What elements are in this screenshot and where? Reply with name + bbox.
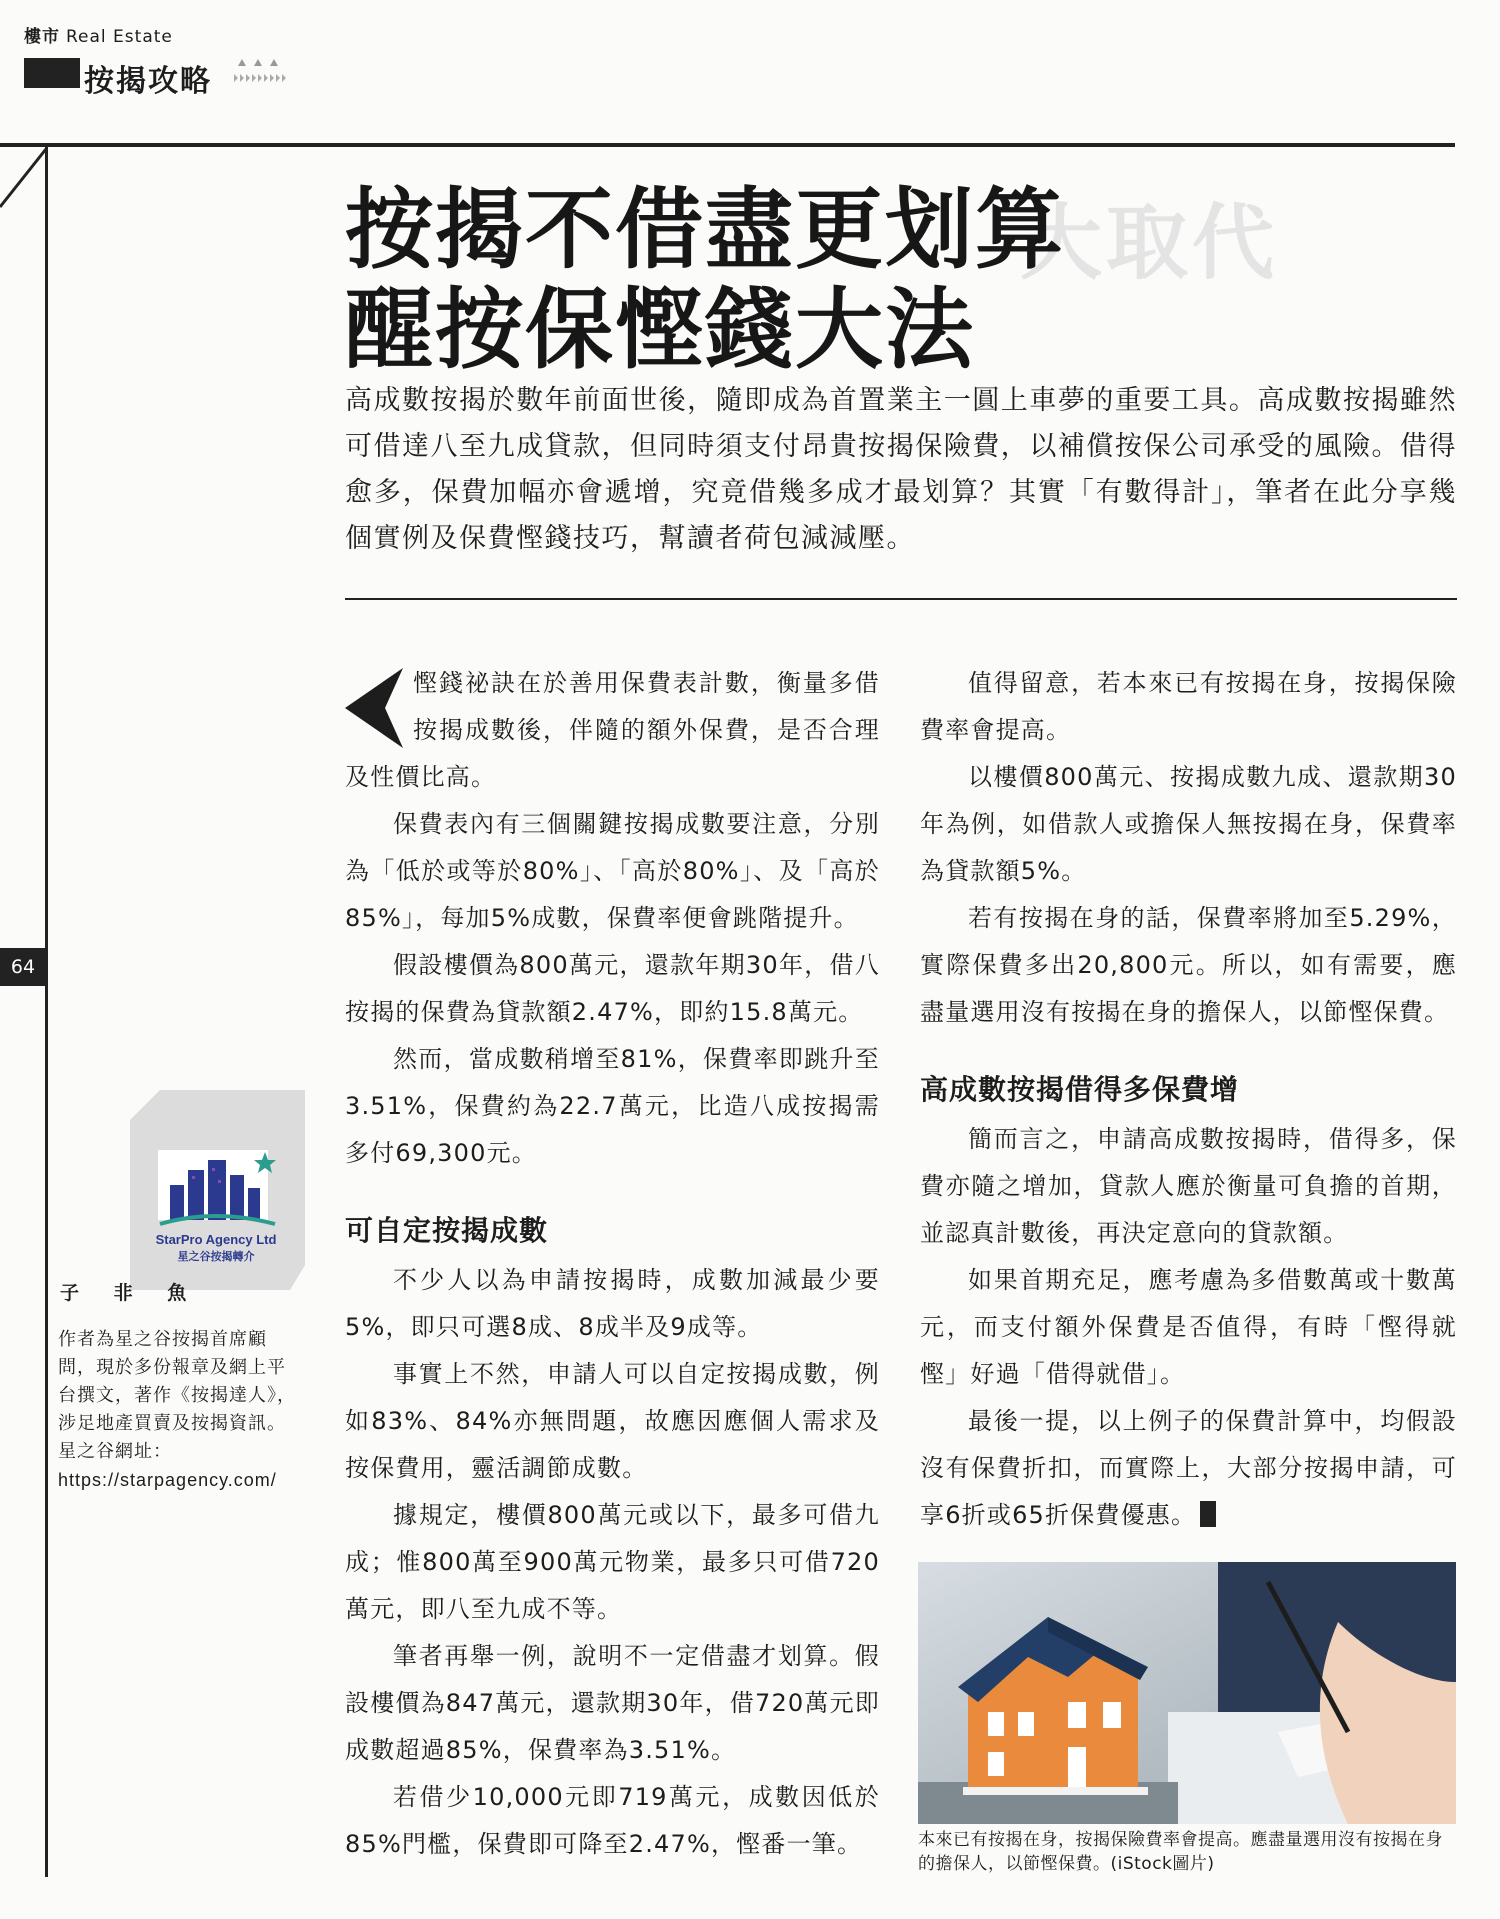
section-label-zh: 樓市 — [24, 27, 60, 47]
author-bio-text: 作者為星之谷按揭首席顧問，現於多份報章及網上平台撰文，著作《按揭達人》，涉足地產買賣及按揭資訊。 — [58, 1329, 296, 1434]
author-bio — [58, 1326, 298, 1494]
photo-caption: 本來已有按揭在身，按揭保險費率會提高。應盡量選用沒有按揭在身的擔保人，以節慳保費。(iStock圖片) — [918, 1830, 1443, 1874]
paragraph: 不少人以為申請按揭時，成數加減最少要5%，即只可選8成、8成半及9成等。 — [345, 1266, 880, 1341]
chevron-left-icon — [345, 668, 403, 748]
paragraph: 據規定，樓價800萬元或以下，最多可借九成；惟800萬至900萬元物業，最多只可借720萬元，即八至九成不等。 — [345, 1501, 880, 1623]
paragraph: 事實上不然，申請人可以自定按揭成數，例如83%、84%亦無問題，故應因應個人需求及按保費用，靈活調節成數。 — [345, 1360, 880, 1482]
headline — [345, 180, 1065, 380]
headline-line-2: 醒按保慳錢大法 — [345, 278, 976, 381]
house-model-photo — [918, 1562, 1456, 1824]
section-label — [24, 22, 173, 47]
top-rule — [0, 143, 1455, 147]
paragraph: 若借少10,000元即719萬元，成數因低於85%門檻，保費即可降至2.47%，慳番一筆。 — [345, 1783, 880, 1858]
paragraph — [920, 1398, 1457, 1539]
paragraph: 筆者再舉一例，說明不一定借盡才划算。假設樓價為847萬元，還款期30年，借720萬元即成數超過85%，保費率為3.51%。 — [345, 1642, 880, 1764]
subheading: 高成數按揭借得多保費增 — [920, 1073, 1240, 1106]
author-site-label: 星之谷網址： — [58, 1441, 172, 1462]
paragraph: 慳錢祕訣在於善用保費表計數，衡量多借按揭成數後，伴隨的額外保費，是否合理及性價比高。 — [345, 669, 880, 791]
background-ghost-text: 大取代 — [1020, 196, 1279, 291]
paragraph: 以樓價800萬元、按揭成數九成、還款期30年為例，如借款人或擔保人無按揭在身，保費率為貸款額5%。 — [920, 763, 1457, 885]
section-label-en: Real Estate — [66, 27, 173, 47]
paragraph: 簡而言之，申請高成數按揭時，借得多，保費亦隨之增加，貸款人應於衡量可負擔的首期，並認真計數後，再決定意向的貸款額。 — [920, 1125, 1457, 1247]
paragraph: 若有按揭在身的話，保費率將加至5.29%，實際保費多出20,800元。所以，如有需要，應盡量選用沒有按揭在身的擔保人，以節慳保費。 — [920, 904, 1457, 1026]
article-column-1 — [345, 660, 880, 1868]
article-column-2 — [920, 660, 1457, 1539]
page-number: 64 — [0, 948, 46, 986]
paragraph: 然而，當成數稍增至81%，保費率即跳升至3.51%，保費約為22.7萬元，比造八成按揭需多付69,300元。 — [345, 1045, 880, 1167]
margin-rule — [45, 147, 48, 1877]
column-title: 按揭攻略 — [84, 64, 212, 99]
paragraph: 假設樓價為800萬元，還款年期30年，借八按揭的保費為貸款額2.47%，即約15.8萬元。 — [345, 951, 880, 1026]
decorative-arrows-icon — [232, 54, 292, 90]
author-site-url: https://starpagency.com/ — [58, 1470, 277, 1490]
paragraph: 保費表內有三個關鍵按揭成數要注意，分別為「低於或等於80%」、「高於80%」、及「高於85%」，每加5%成數，保費率便會跳階提升。 — [345, 810, 880, 932]
lede-rule — [345, 598, 1457, 600]
section-title-bar — [24, 58, 80, 88]
paragraph: 值得留意，若本來已有按揭在身，按揭保險費率會提高。 — [920, 669, 1457, 744]
subheading: 可自定按揭成數 — [345, 1214, 549, 1247]
logo-text-en: StarPro Agency Ltd — [155, 1232, 277, 1247]
author-name: 子 非 魚 — [60, 1282, 201, 1304]
headline-line-1: 按揭不借盡更划算 — [345, 178, 1066, 281]
author-logo — [130, 1090, 305, 1290]
corner-diagonal — [0, 147, 60, 237]
lede-paragraph: 高成數按揭於數年前面世後，隨即成為首置業主一圓上車夢的重要工具。高成數按揭雖然可借達八至九成貸款，但同時須支付昂貴按揭保險費，以補償按保公司承受的風險。借得愈多，保費加幅亦會遞增，究竟借幾多成才最划算？其實「有數得計」，筆者在此分享幾個實例及保費慳錢技巧，幫讀者荷包減減壓。 — [345, 385, 1457, 554]
end-mark-icon — [1200, 1501, 1216, 1527]
logo-text-zh: 星之谷按揭轉介 — [177, 1250, 255, 1263]
paragraph: 如果首期充足，應考慮為多借數萬或十數萬元，而支付額外保費是否值得，有時「慳得就慳」好過「借得就借」。 — [920, 1266, 1457, 1388]
paragraph-text: 最後一提，以上例子的保費計算中，均假設沒有保費折扣，而實際上，大部分按揭申請，可享6折或65折保費優惠。 — [920, 1407, 1457, 1529]
